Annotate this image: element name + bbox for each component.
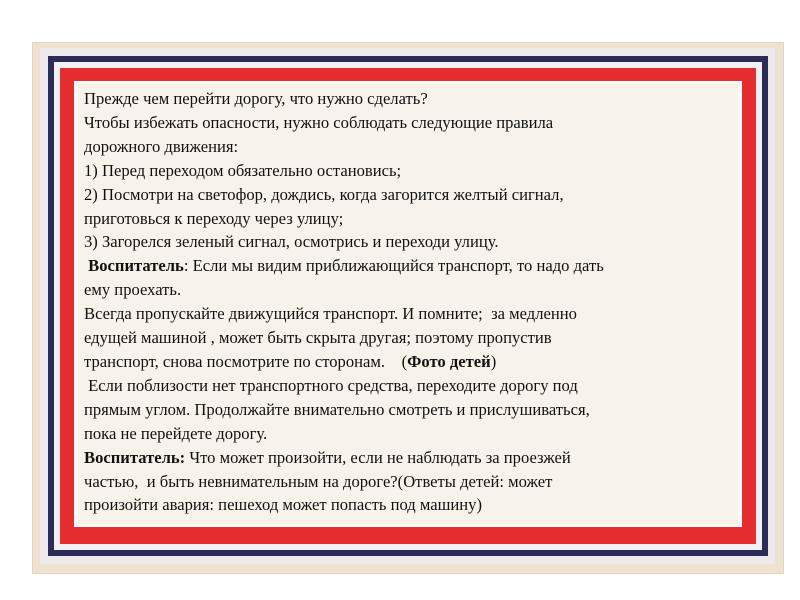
text-line (84, 254, 732, 278)
speaker-label: Воспитатель: (84, 447, 186, 467)
text-line: ему проехать. (84, 280, 182, 300)
text-line: 1) Перед переходом обязательно остановись; (84, 160, 402, 180)
text-line: приготовься к переходу через улицу; (84, 208, 344, 228)
text-line: едущей машиной , может быть скрыта другая; поэтому пропустив (84, 328, 552, 348)
text-line: произойти авария: пешеход может попасть под машину) (84, 495, 482, 515)
text-line: 2) Посмотри на светофор, дождись, когда загорится желтый сигнал, (84, 184, 564, 204)
line-text: транспорт, снова посмотрите по сторонам. ( (84, 351, 408, 371)
photo-note: Фото детей (407, 351, 491, 371)
speaker-label: Воспитатель (88, 256, 184, 276)
text-line (84, 446, 732, 470)
text-line: Чтобы избежать опасности, нужно соблюдать следующие правила (84, 112, 554, 132)
text-panel (78, 84, 738, 524)
text-line: прямым углом. Продолжайте внимательно смотреть и прислушиваться, (84, 399, 590, 419)
text-line: частью, и быть невнимательным на дороге?(Ответы детей: может (84, 471, 553, 491)
text-line: Всегда пропускайте движущийся транспорт. И помните; за медленно (84, 304, 577, 324)
line-text: Что может произойти, если не наблюдать за проезжей (185, 447, 571, 467)
text-line (84, 350, 732, 374)
line-tail: ) (490, 351, 497, 371)
text-line: 3) Загорелся зеленый сигнал, осмотрись и переходи улицу. (84, 232, 499, 252)
text-line: дорожного движения: (84, 136, 239, 156)
text-line: Прежде чем перейти дорогу, что нужно сделать? (84, 89, 428, 108)
line-text: : Если мы видим приближающийся транспорт, то надо дать (183, 256, 604, 276)
text-line: пока не перейдете дорогу. (84, 423, 268, 443)
text-line: Если поблизости нет транспортного средства, переходите дорогу под (84, 375, 578, 395)
